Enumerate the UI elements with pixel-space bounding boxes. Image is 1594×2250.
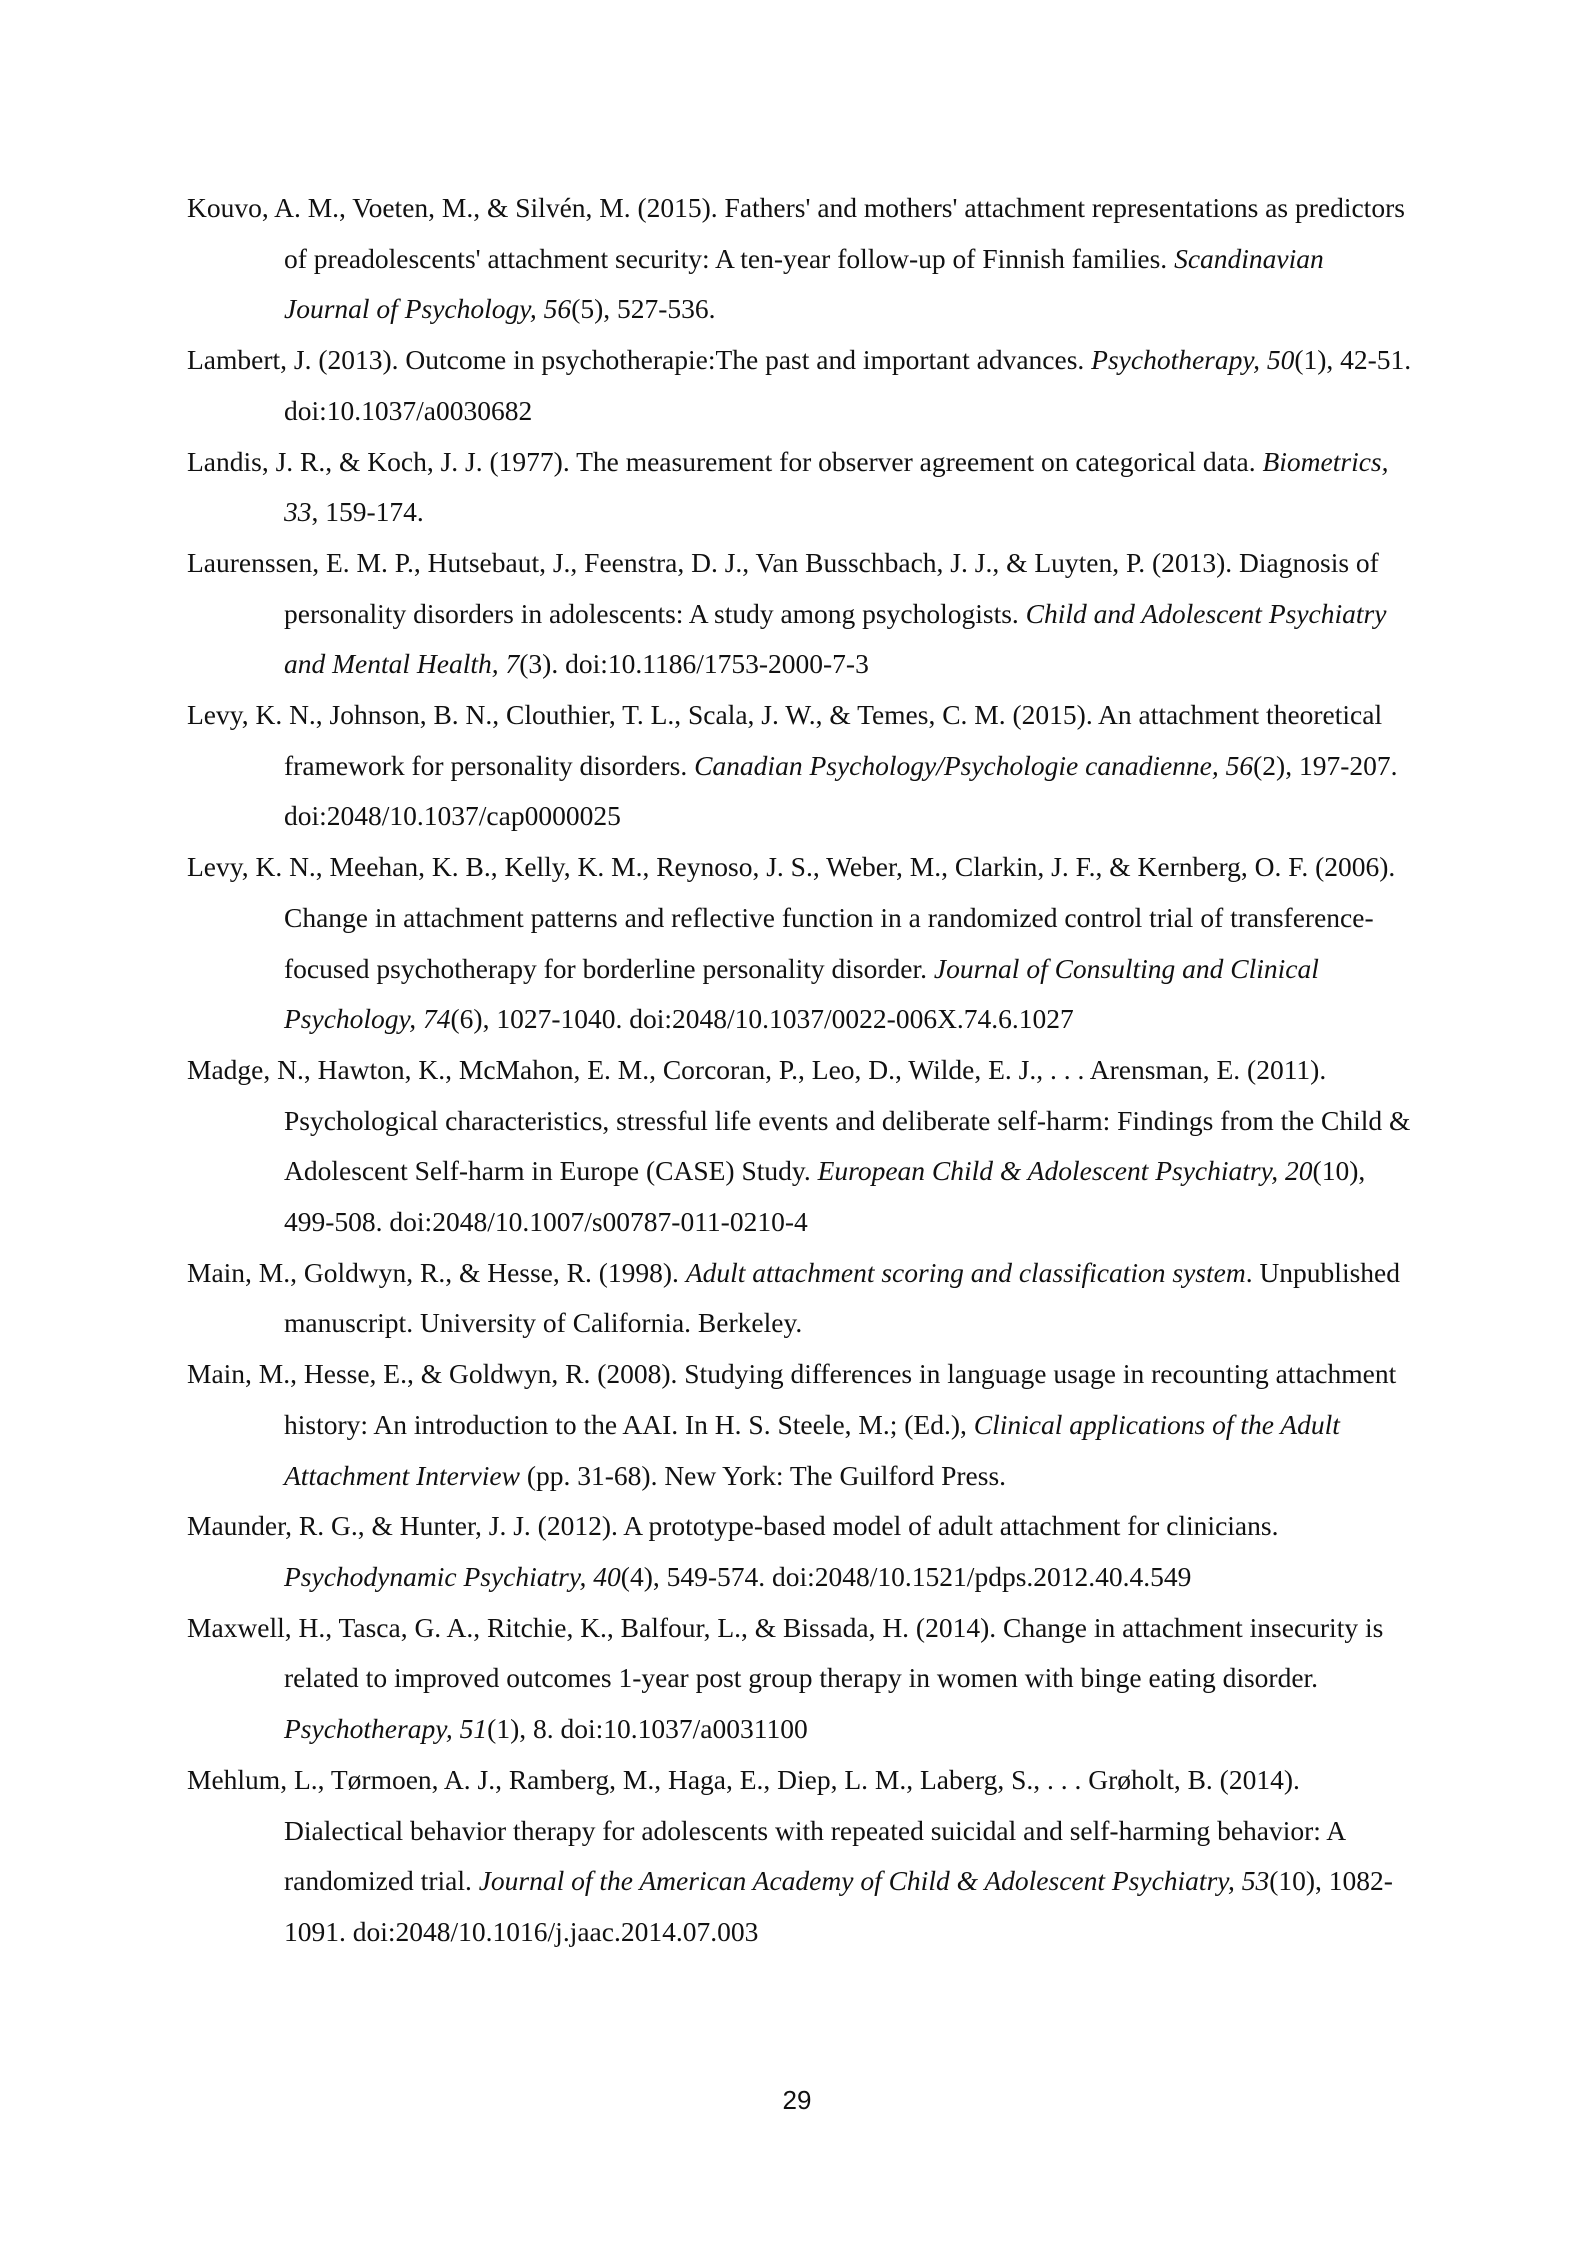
reference-text: Kouvo, A. M., Voeten, M., & Silvén, M. (2015). Fathers' and mothers' attachment representations as predictors of preadolescents' attachment security: A ten-year follow-up of Finnish families.	[187, 192, 1405, 274]
reference-text: Lambert, J. (2013). Outcome in psychotherapie:The past and important advances.	[187, 344, 1092, 376]
reference-details: , 159-174.	[311, 496, 424, 528]
reference-source: Journal of the American Academy of Child & Adolescent Psychiatry, 53	[478, 1865, 1270, 1897]
reference-source: Psychotherapy, 50	[1091, 344, 1295, 376]
reference-list	[187, 183, 1412, 1958]
reference-details: (6), 1027-1040. doi:2048/10.1037/0022-006X.74.6.1027	[450, 1003, 1074, 1035]
reference-details: (4), 549-574. doi:2048/10.1521/pdps.2012.40.4.549	[620, 1560, 1192, 1592]
reference-details: (10), 1082-1091. doi:2048/10.1016/j.jaac.2014.07.003	[284, 1865, 1393, 1947]
reference-source: Adult attachment scoring and classification system	[685, 1256, 1246, 1288]
reference-entry	[187, 1755, 1412, 1958]
reference-text: Levy, K. N., Meehan, K. B., Kelly, K. M., Reynoso, J. S., Weber, M., Clarkin, J. F., & Kernberg, O. F. (2006). Change in attachment patterns and reflective function in a randomized control trial of transference-focused psychotherapy for borderline personality disorder.	[187, 851, 1396, 984]
reference-entry	[187, 1248, 1412, 1349]
reference-entry	[187, 538, 1412, 690]
reference-details: (1), 8. doi:10.1037/a0031100	[487, 1713, 808, 1745]
reference-text: Landis, J. R., & Koch, J. J. (1977). The measurement for observer agreement on categorical data.	[187, 445, 1263, 477]
reference-details: (3). doi:10.1186/1753-2000-7-3	[519, 648, 869, 680]
reference-details: (5), 527-536.	[571, 293, 716, 325]
reference-source: Psychotherapy, 51	[284, 1713, 488, 1745]
reference-details: (2), 197-207. doi:2048/10.1037/cap0000025	[284, 749, 1398, 832]
reference-source: Clinical applications of the Adult Attachment Interview	[284, 1408, 1340, 1491]
reference-details: (10), 499-508. doi:2048/10.1007/s00787-011-0210-4	[284, 1155, 1366, 1238]
reference-source: Canadian Psychology/Psychologie canadienne, 56	[694, 749, 1254, 781]
reference-entry	[187, 1603, 1412, 1755]
reference-details: (1), 42-51. doi:10.1037/a0030682	[284, 344, 1412, 426]
reference-source: Child and Adolescent Psychiatry and Mental Health, 7	[284, 597, 1387, 680]
reference-entry	[187, 1501, 1412, 1602]
reference-text: Mehlum, L., Tørmoen, A. J., Ramberg, M., Haga, E., Diep, L. M., Laberg, S., . . . Grøholt, B. (2014). Dialectical behavior therapy for adolescents with repeated suicidal and self-harming behavior: A randomized trial.	[187, 1763, 1345, 1897]
reference-entry	[187, 1045, 1412, 1248]
reference-text: Maxwell, H., Tasca, G. A., Ritchie, K., Balfour, L., & Bissada, H. (2014). Change in attachment insecurity is related to improved outcomes 1-year post group therapy in women with binge eating disorder.	[187, 1611, 1384, 1694]
reference-details: (pp. 31-68). New York: The Guilford Press.	[519, 1459, 1007, 1491]
reference-entry	[187, 335, 1412, 436]
reference-source: Scandinavian Journal of Psychology, 56	[284, 242, 1324, 325]
reference-text: Main, M., Hesse, E., & Goldwyn, R. (2008). Studying differences in language usage in recounting attachment history: An introduction to the AAI. In H. S. Steele, M.; (Ed.),	[187, 1358, 1397, 1440]
reference-entry	[187, 690, 1412, 842]
reference-entry	[187, 183, 1412, 335]
reference-text: Maunder, R. G., & Hunter, J. J. (2012). A prototype-based model of adult attachment for clinicians.	[187, 1510, 1279, 1542]
reference-source: Biometrics, 33	[284, 445, 1389, 528]
reference-source: Journal of Consulting and Clinical Psychology, 74	[284, 952, 1319, 1035]
reference-entry	[187, 1349, 1412, 1501]
reference-text: Main, M., Goldwyn, R., & Hesse, R. (1998).	[187, 1256, 686, 1288]
reference-source: Psychodynamic Psychiatry, 40	[284, 1560, 621, 1592]
reference-source: European Child & Adolescent Psychiatry, 20	[817, 1155, 1313, 1187]
reference-entry	[187, 842, 1412, 1045]
page-number: 29	[782, 2085, 812, 2115]
reference-entry	[187, 437, 1412, 538]
reference-text: Laurenssen, E. M. P., Hutsebaut, J., Feenstra, D. J., Van Busschbach, J. J., & Luyten, P. (2013). Diagnosis of personality disorders in adolescents: A study among psychologists.	[187, 546, 1379, 629]
reference-text: Levy, K. N., Johnson, B. N., Clouthier, T. L., Scala, J. W., & Temes, C. M. (2015). An attachment theoretical framework for personality disorders.	[187, 699, 1383, 781]
reference-details: . Unpublished manuscript. University of California. Berkeley.	[284, 1256, 1400, 1339]
reference-text: Madge, N., Hawton, K., McMahon, E. M., Corcoran, P., Leo, D., Wilde, E. J., . . . Arensman, E. (2011). Psychological characteristics, stressful life events and deliberate self-harm: Findings from the Child & Adolescent Self-harm in Europe (CASE) Study.	[187, 1053, 1411, 1187]
